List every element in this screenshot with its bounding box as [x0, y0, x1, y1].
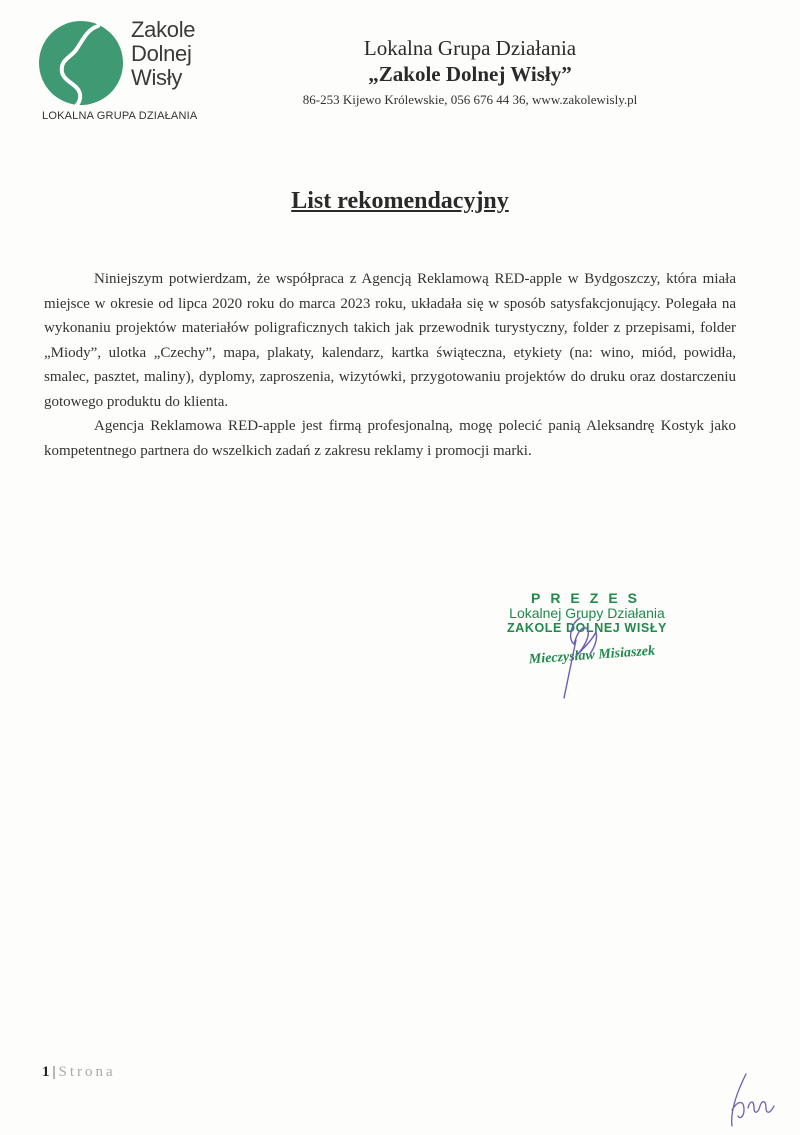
org-address: 86-253 Kijewo Królewskie, 056 676 44 36, www.zakolewisly.pl: [302, 92, 638, 107]
stamp-line-1: Lokalnej Grupy Działania: [509, 605, 665, 621]
initials-mark-icon: [718, 1070, 778, 1130]
paragraph-2: Agencja Reklamowa RED-apple jest firmą profesjonalną, mogę polecić panią Aleksandrę Kostyk jako kompetentnego partnera do wszelkich zadań z zakresu reklamy i promocji marki.: [44, 418, 736, 459]
paragraph-1: Niniejszym potwierdzam, że współpraca z Agencją Reklamową RED-apple w Bydgoszczy, która miała miejsce w okresie od lipca 2020 roku do marca 2023 roku, układała się w sposób satysfakcjonujący. Polegała na wykonaniu projektów materiałów poligraficznych takich jak przewodnik turystyczny, folder z przepisami, folder „Miody”, ulotka „Czechy”, mapa, plakaty, kalendarz, kartka świąteczna, etykiety (na: wino, miód, powidła, smalec, pasztet, maliny), dyplomy, zaproszenia, wizytówki, przygotowaniu projektów do druku oraz dostarczeniu gotowego produktu do klienta.: [44, 271, 736, 410]
page-label: Strona: [58, 1064, 116, 1080]
logo-caption: LOKALNA GRUPA DZIAŁANIA: [42, 110, 198, 122]
letterhead: [250, 35, 690, 108]
org-full-name: „Zakole Dolnej Wisły”: [368, 62, 572, 86]
organization-logo: [38, 18, 228, 123]
page-footer: [42, 1064, 116, 1081]
org-name: Lokalna Grupa Działania: [363, 36, 577, 60]
stamp-line-2: ZAKOLE DOLNEJ WISŁY: [506, 621, 667, 635]
footer-separator: |: [52, 1064, 56, 1080]
logo-name-line-2: Dolnej: [131, 41, 192, 66]
stamp-title: PREZES: [530, 590, 647, 606]
letter-body: [44, 267, 736, 463]
document-title: List rekomendacyjny: [291, 188, 509, 214]
logo-name: [131, 18, 195, 90]
river-bend-logo-icon: [38, 20, 124, 106]
handwritten-signature-icon: [540, 610, 620, 700]
stamp-signatory-name: Mieczysław Misiaszek: [528, 643, 656, 668]
logo-name-line-1: Zakole: [131, 17, 196, 42]
logo-name-line-3: Wisły: [131, 65, 183, 90]
page-number: 1: [42, 1064, 50, 1080]
